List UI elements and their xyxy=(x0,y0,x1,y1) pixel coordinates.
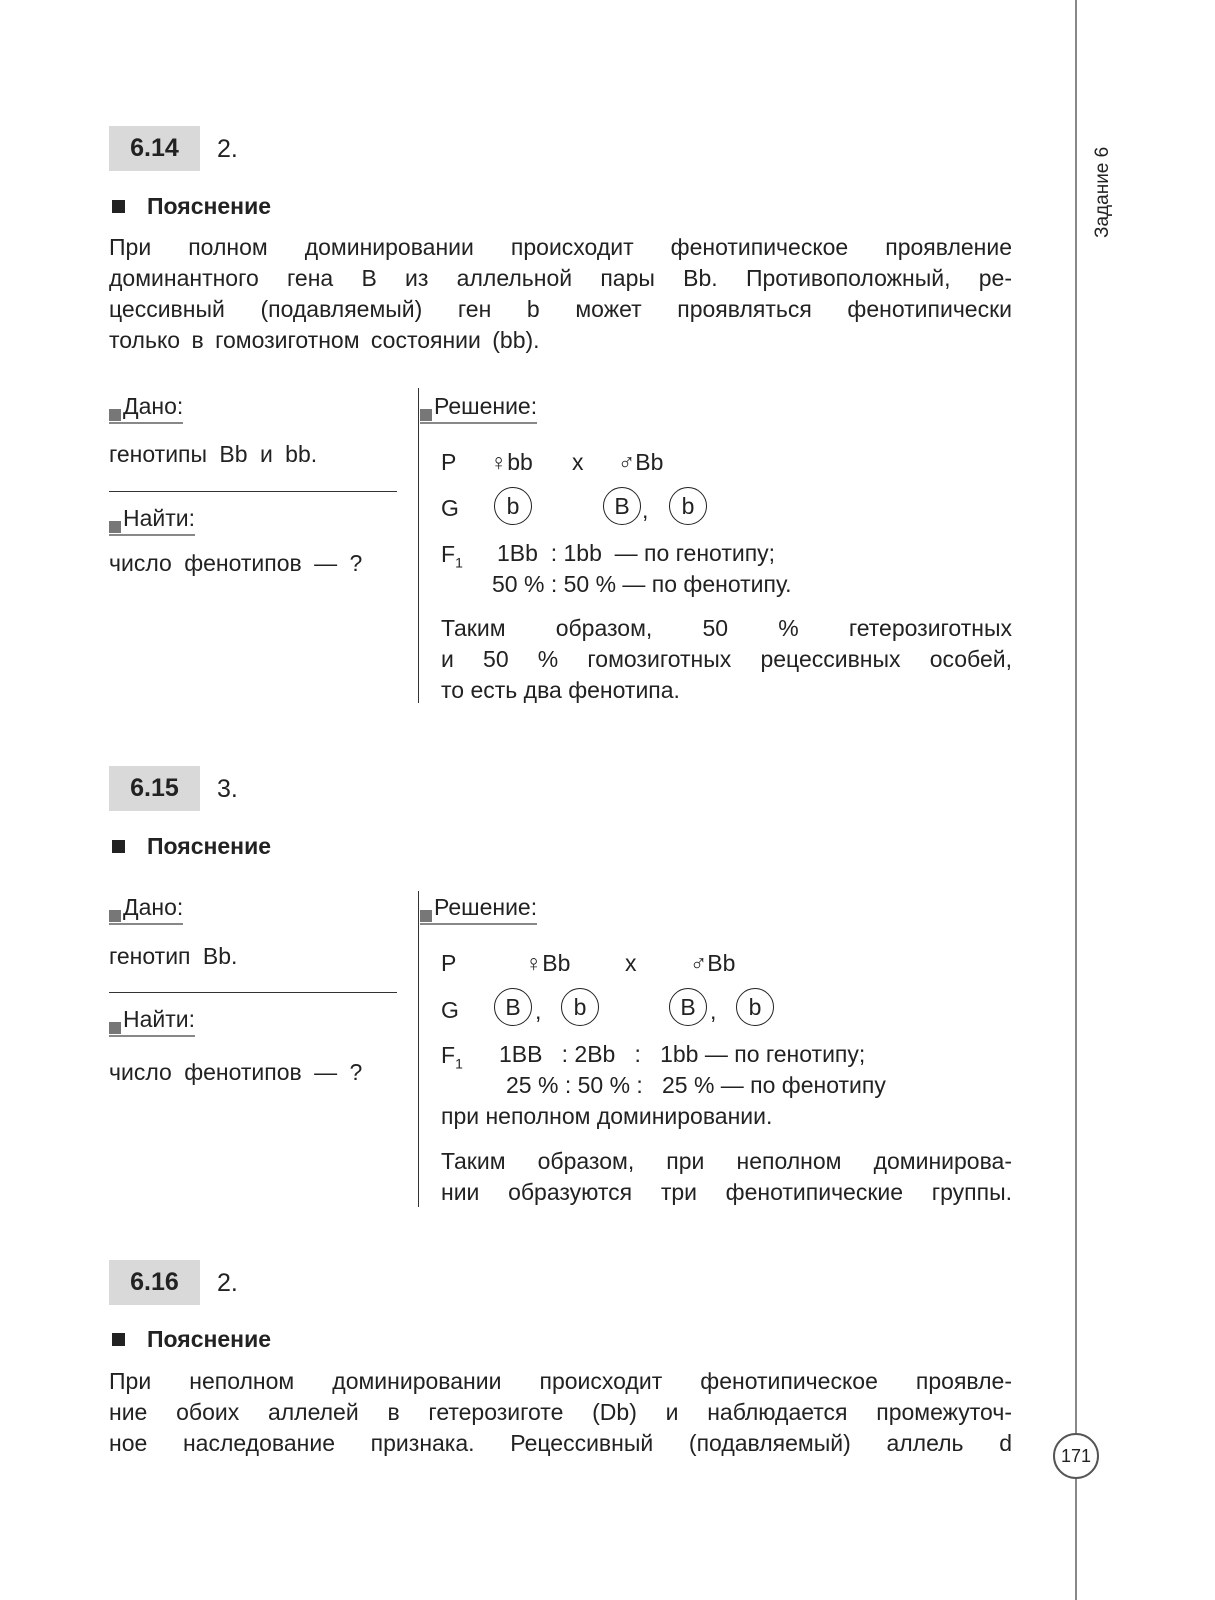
genotype-ratio: 1BB : 2Bb : 1bb — по генотипу; xyxy=(499,1041,866,1067)
label-marker-icon xyxy=(420,409,432,421)
paragraph-line: При полном доминировании происходит фенотипическое проявление xyxy=(109,234,1012,260)
gamete-circle: B xyxy=(494,988,532,1026)
divider xyxy=(109,491,397,492)
task-answer-6-15: 3. xyxy=(217,775,238,803)
given-text-6-14: генотипы Bb и bb. xyxy=(109,441,318,467)
parents-label: P xyxy=(441,449,457,475)
gamete-circle: B xyxy=(603,487,641,525)
side-rule xyxy=(1075,0,1077,1600)
female-parent: ♀bb xyxy=(490,449,533,475)
divider xyxy=(109,992,397,993)
gamete-circle: b xyxy=(669,487,707,525)
male-parent: ♂Bb xyxy=(690,950,736,976)
bullet-square-icon xyxy=(112,200,125,213)
task-number-6-14: 6.14 xyxy=(109,126,200,171)
gametes-label: G xyxy=(441,997,459,1023)
label-marker-icon xyxy=(109,409,121,421)
task-answer-6-14: 2. xyxy=(217,135,238,163)
paragraph-line: только в гомозиготном состоянии (bb). xyxy=(109,327,540,353)
gamete-circle: b xyxy=(736,988,774,1026)
task-number-6-15: 6.15 xyxy=(109,766,200,811)
paragraph-line: цессивный (подавляемый) ген b может проявляться фенотипически xyxy=(109,296,1012,322)
label-marker-icon xyxy=(109,1022,121,1034)
find-label-6-14: Найти: xyxy=(109,505,195,536)
offspring-label: $F_1$ xyxy=(441,541,463,571)
conclusion-line: и 50 % гомозиготных рецессивных особей, xyxy=(441,646,1012,672)
gametes-label: G xyxy=(441,495,459,521)
explanation-heading-6-15 xyxy=(112,833,271,860)
comma: , xyxy=(710,998,717,1024)
conclusion-line: то есть два фенотипа. xyxy=(441,677,680,703)
cross-symbol: x xyxy=(572,449,584,475)
female-parent: ♀Bb xyxy=(525,950,571,976)
explanation-title: Пояснение xyxy=(147,833,271,859)
bullet-square-icon xyxy=(112,840,125,853)
phenotype-ratio: 25 % : 50 % : 25 % — по фенотипу xyxy=(506,1072,886,1098)
paragraph-line: При неполном доминировании происходит фенотипическое проявле- xyxy=(109,1368,1012,1394)
page-number: 171 xyxy=(1053,1433,1099,1479)
find-text-6-15: число фенотипов — ? xyxy=(109,1059,363,1085)
vertical-divider xyxy=(418,891,419,1207)
given-label-6-14: Дано: xyxy=(109,393,183,424)
solution-label-6-15: Решение: xyxy=(420,894,537,925)
explanation-title: Пояснение xyxy=(147,193,271,219)
task-answer-6-16: 2. xyxy=(217,1269,238,1297)
parents-label: P xyxy=(441,950,457,976)
gamete-circle: b xyxy=(561,988,599,1026)
label-marker-icon xyxy=(109,910,121,922)
given-label-6-15: Дано: xyxy=(109,894,183,925)
paragraph-line: ное наследование признака. Рецессивный (подавляемый) аллель d xyxy=(109,1430,1012,1456)
explanation-heading-6-14 xyxy=(112,193,271,220)
given-text-6-15: генотип Bb. xyxy=(109,943,238,969)
explanation-paragraph-6-14 xyxy=(109,232,1012,356)
task-number-6-16: 6.16 xyxy=(109,1260,200,1305)
find-label-6-15: Найти: xyxy=(109,1006,195,1037)
phenotype-ratio: 50 % : 50 % — по фенотипу. xyxy=(492,571,792,597)
phenotype-note: при неполном доминировании. xyxy=(441,1103,773,1129)
comma: , xyxy=(535,998,542,1024)
vertical-divider xyxy=(418,388,419,703)
find-text-6-14: число фенотипов — ? xyxy=(109,550,363,576)
conclusion-6-15 xyxy=(441,1146,1012,1208)
explanation-heading-6-16 xyxy=(112,1326,271,1353)
label-marker-icon xyxy=(109,521,121,533)
explanation-paragraph-6-16 xyxy=(109,1366,1012,1459)
conclusion-line: Таким образом, при неполном доминирова- xyxy=(441,1148,1012,1174)
paragraph-line: ние обоих аллелей в гетерозиготе (Db) и наблюдается промежуточ- xyxy=(109,1399,1012,1425)
conclusion-6-14 xyxy=(441,613,1012,706)
comma: , xyxy=(642,497,649,523)
bullet-square-icon xyxy=(112,1333,125,1346)
gamete-circle: B xyxy=(669,988,707,1026)
chapter-side-label: Задание 6 xyxy=(1092,146,1113,238)
gamete-circle: b xyxy=(494,487,532,525)
conclusion-line: нии образуются три фенотипические группы. xyxy=(441,1179,1012,1205)
offspring-label: $F_1$ xyxy=(441,1042,463,1072)
solution-label-6-14: Решение: xyxy=(420,393,537,424)
genotype-ratio: 1Bb : 1bb — по генотипу; xyxy=(497,540,776,566)
male-parent: ♂Bb xyxy=(618,449,664,475)
cross-symbol: x xyxy=(625,950,637,976)
conclusion-line: Таким образом, 50 % гетерозиготных xyxy=(441,615,1012,641)
label-marker-icon xyxy=(420,910,432,922)
paragraph-line: доминантного гена B из аллельной пары Bb. Противоположный, ре- xyxy=(109,265,1012,291)
explanation-title: Пояснение xyxy=(147,1326,271,1352)
